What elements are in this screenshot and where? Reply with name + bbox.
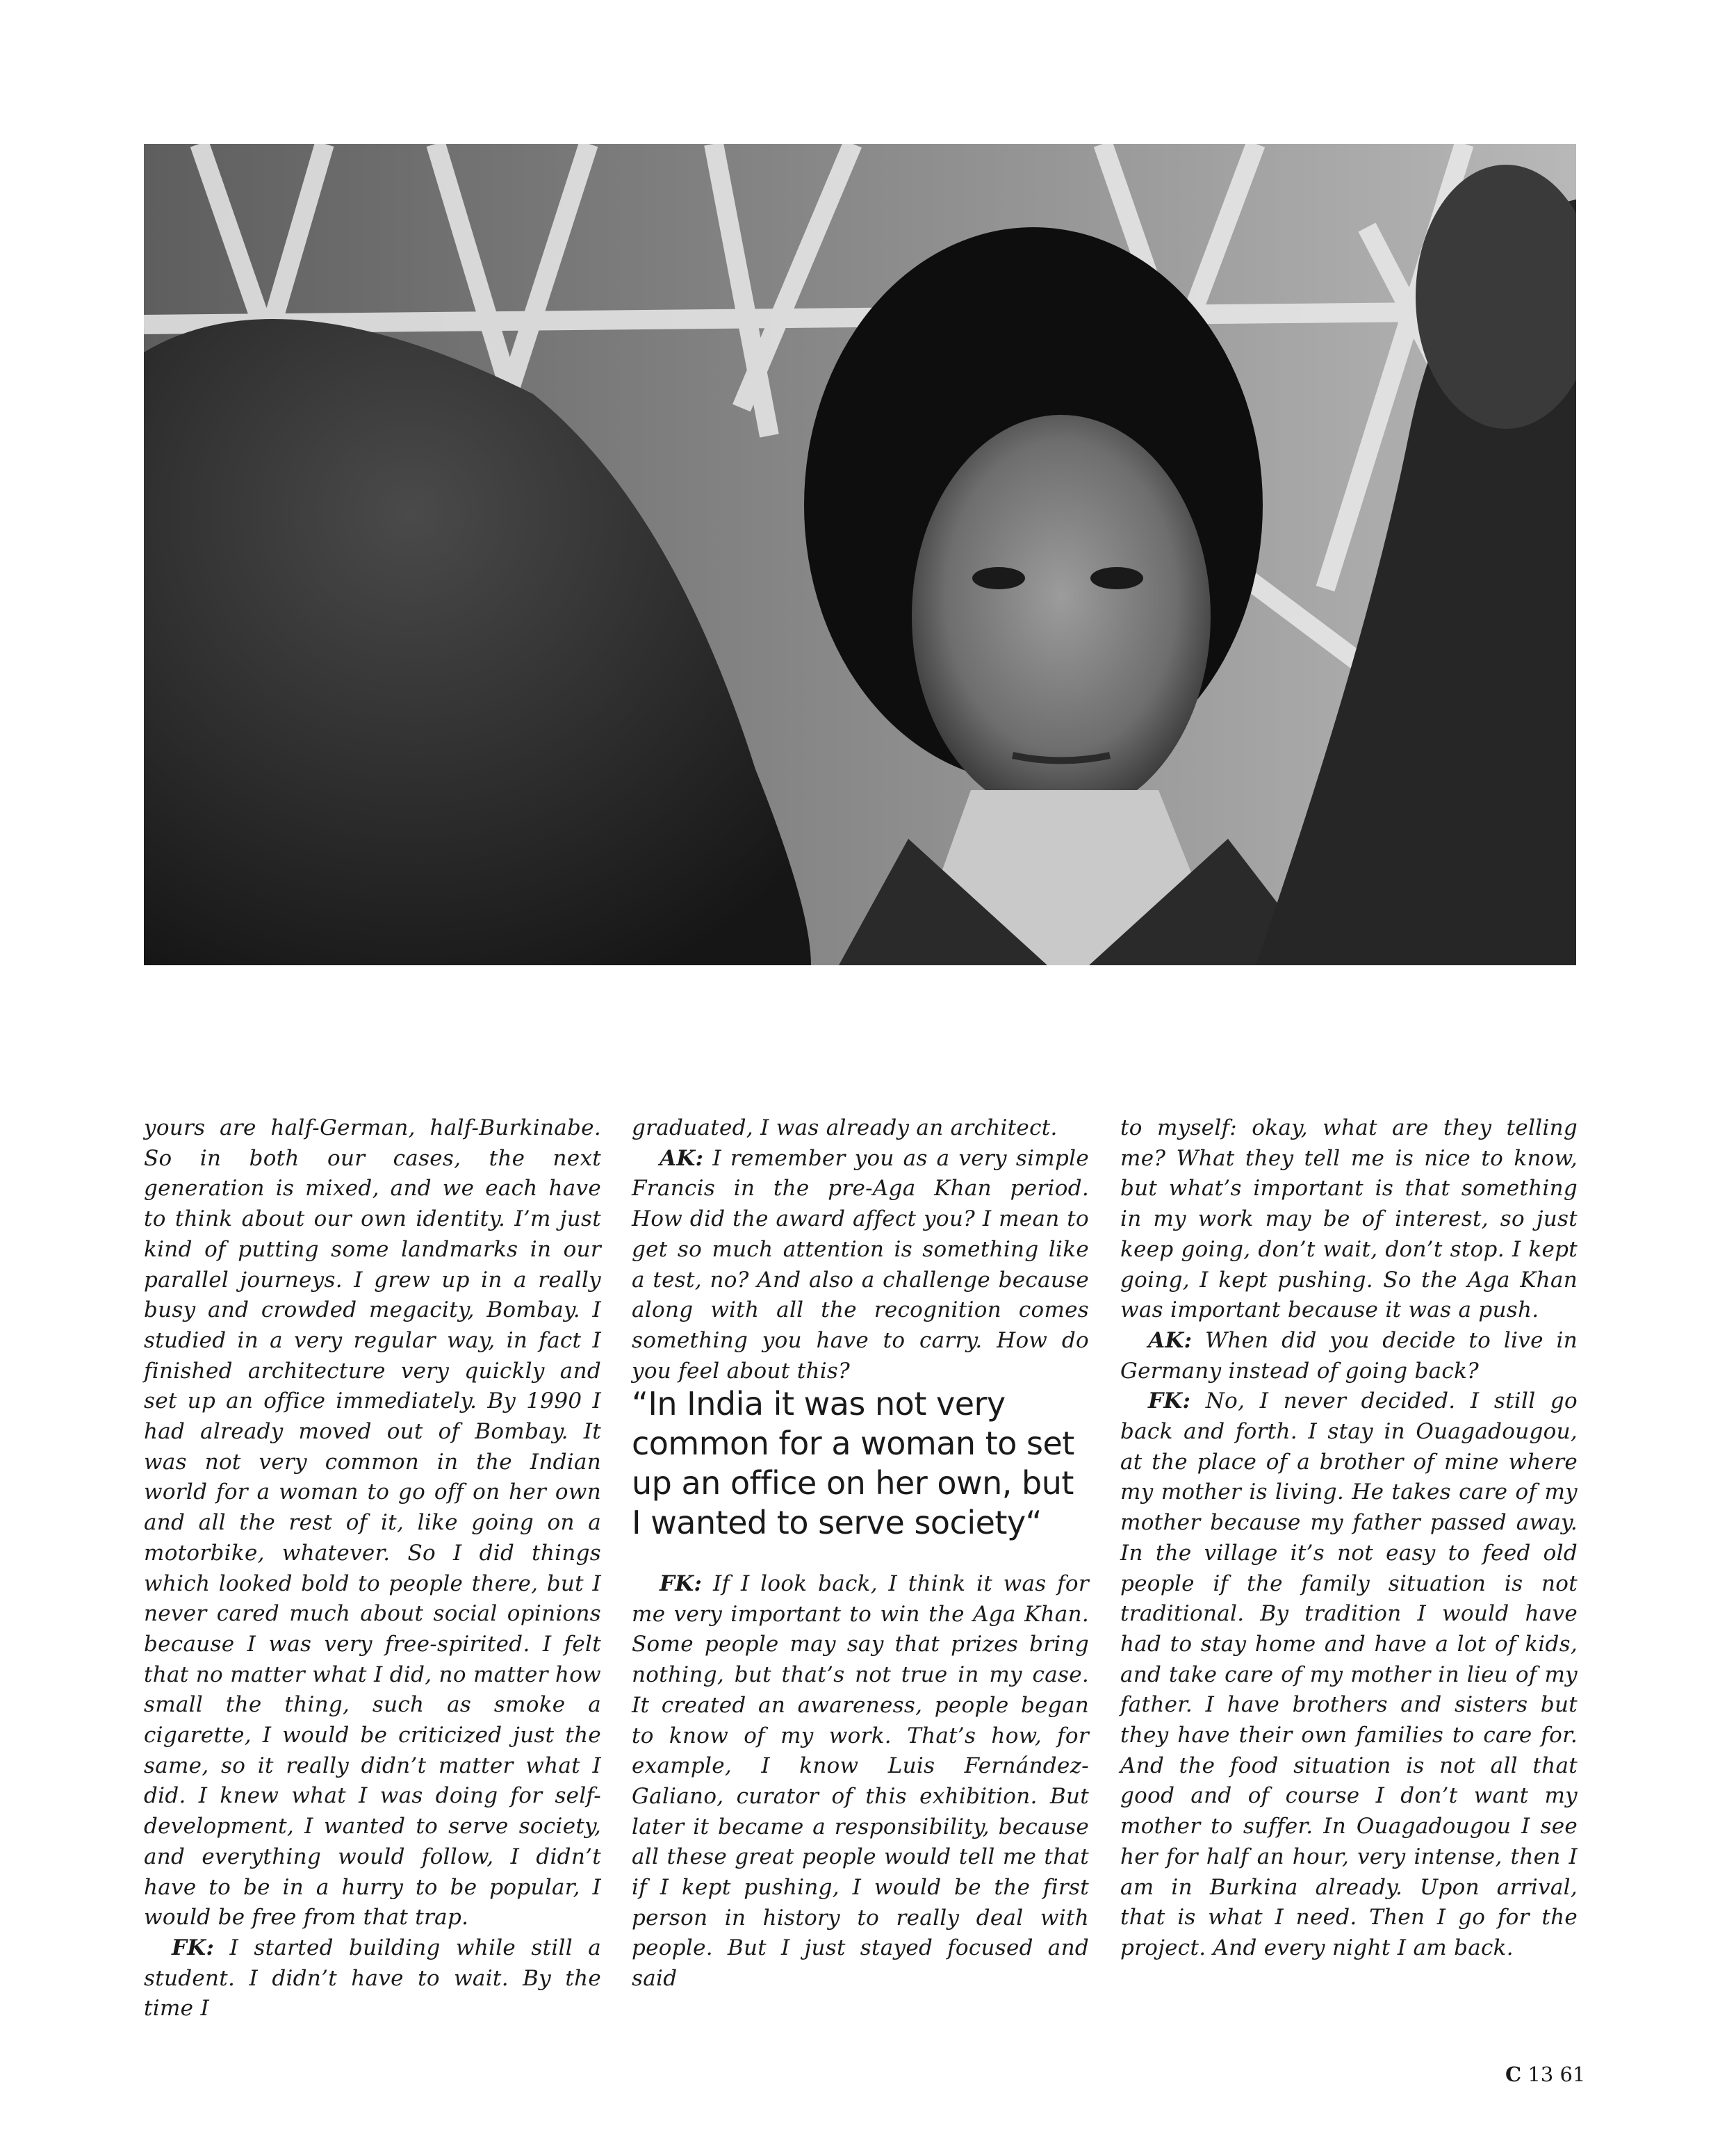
paragraph-text: I started building while still a student. I didn’t have to wait. By the time I bbox=[144, 1935, 601, 2022]
speaker-label: AK: bbox=[660, 1145, 704, 1171]
speaker-label: FK: bbox=[660, 1571, 703, 1596]
speaker-label: FK: bbox=[172, 1935, 215, 1960]
magazine-mark: C bbox=[1505, 2063, 1522, 2086]
paragraph: graduated, I was already an architect. bbox=[632, 1115, 1058, 1140]
paragraph-text: No, I never decided. I still go back and forth. I stay in Ouagadougou, at the place of a brother of mine where my mother is living. He takes care of my mother because my father passed away. In the village it’s not easy to feed old people if the family situation is not traditional. By tradition I would have had to stay home and have a lot of kids, and take care of my mother in lieu of my father. I have brothers and sisters but they have their own families to care for. And the food situation is not all that good and of course I don’t want my mother to suffer. In Ouagadougou I see her for half an hour, very intense, then I am in Burkina already. Upon arrival, that is what I need. Then I go for the project. And every night I am back. bbox=[1120, 1388, 1578, 1960]
pull-quote: “In India it was not very common for a woman to set up an office on her own, but I wanted to serve society“ bbox=[632, 1385, 1074, 1541]
text-column-3 bbox=[1120, 1113, 1578, 1964]
paragraph-text: When did you decide to live in Germany instead of going back? bbox=[1120, 1327, 1578, 1384]
page-number: 61 bbox=[1559, 2063, 1586, 2086]
photo-illustration bbox=[144, 144, 1576, 965]
text-column-2-continued bbox=[632, 1569, 1089, 1994]
speaker-label: FK: bbox=[1148, 1388, 1191, 1414]
text-column-2 bbox=[632, 1113, 1089, 1386]
issue-number: 13 bbox=[1528, 2063, 1554, 2086]
text-column-1 bbox=[144, 1113, 601, 2024]
paragraph bbox=[144, 1933, 601, 2024]
paragraph: to myself: okay, what are they telling me? What they tell me is nice to know, but what’s important is that something in my work may be of interest, so just keep going, don’t wait, don’t stop. I kept going, I kept pushing. So the Aga Khan was important because it was a push. bbox=[1120, 1115, 1578, 1323]
paragraph bbox=[632, 1144, 1089, 1387]
paragraph bbox=[1120, 1326, 1578, 1386]
paragraph bbox=[1120, 1386, 1578, 1963]
page-folio bbox=[1505, 2063, 1585, 2086]
paragraph-text: I remember you as a very simple Francis in the pre-Aga Khan period. How did the award affect you? I mean to get so much attention is something like a test, no? And also a challenge because along with all the recognition comes something you have to carry. How do you feel about this? bbox=[632, 1145, 1089, 1384]
portrait-photo bbox=[144, 144, 1576, 965]
paragraph: yours are half-German, half-Burkinabe. So in both our cases, the next generation is mixed, and we each have to think about our own identity. I’m just kind of putting some landmarks in our parallel journeys. I grew up in a really busy and crowded megacity, Bombay. I studied in a very regular way, in fact I finished architecture very quickly and set up an office immediately. By 1990 I had already moved out of Bombay. It was not very common in the Indian world for a woman to go off on her own and all the rest of it, like going on a motorbike, whatever. So I did things which looked bold to people there, but I never cared much about social opinions because I was very free-spirited. I felt that no matter what I did, no matter how small the thing, such as smoke a cigarette, I would be criticized just the same, so it really didn’t matter what I did. I knew what I was doing for self-development, I wanted to serve society, and everything would follow, I didn’t have to be in a hurry to be popular, I would be free from that trap. bbox=[144, 1115, 601, 1930]
paragraph-text: If I look back, I think it was for me very important to win the Aga Khan. Some people may say that prizes bring nothing, but that’s not true in my case. It created an awareness, people began to know of my work. That’s how, for example, I know Luis Fernández-Galiano, curator of this exhibition. But later it became a responsibility, because all these great people would tell me that if I kept pushing, I would be the first person in history to really deal with people. But I just stayed focused and said bbox=[632, 1571, 1089, 1992]
paragraph bbox=[632, 1569, 1089, 1994]
speaker-label: AK: bbox=[1148, 1327, 1193, 1353]
